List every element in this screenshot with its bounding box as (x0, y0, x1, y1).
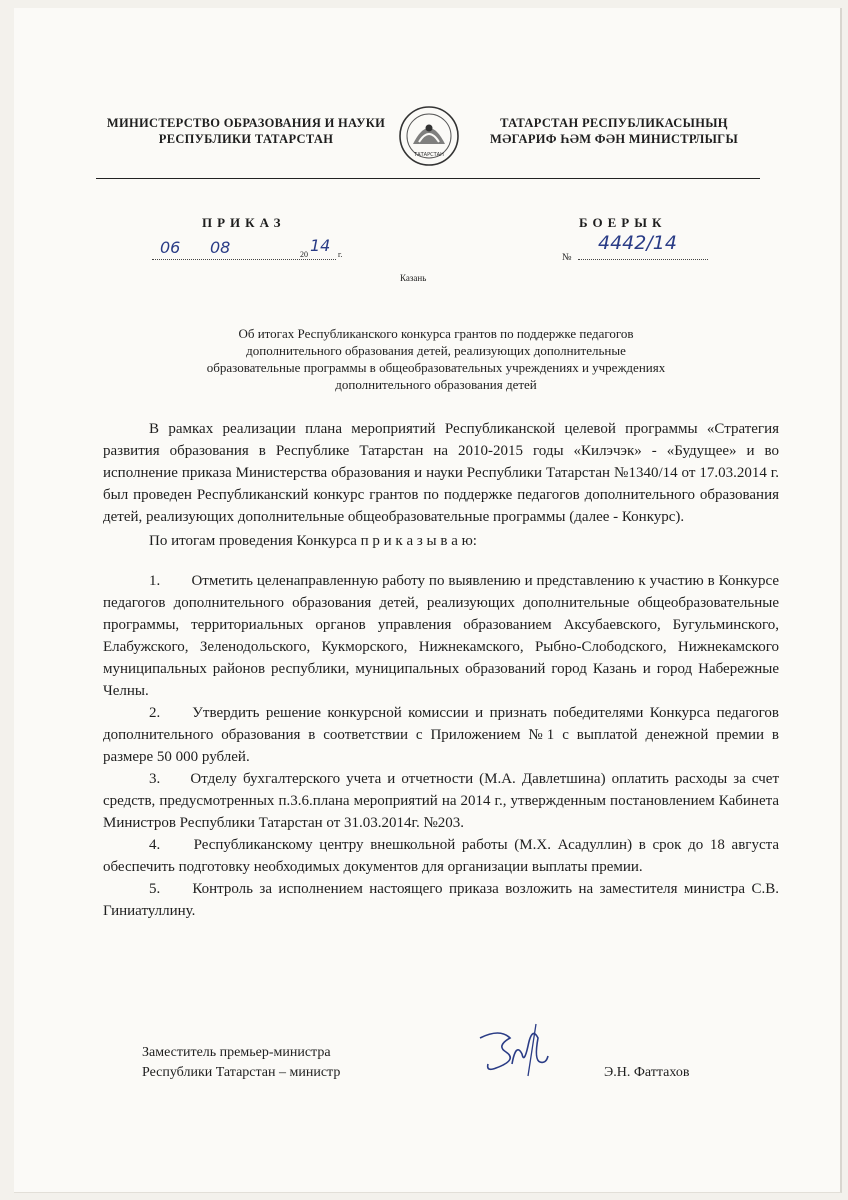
signature-icon (466, 1016, 556, 1086)
date-day: 06 (160, 238, 181, 257)
order-title-line3: образовательные программы в общеобразовательных учреждениях и учреждениях (206, 360, 666, 375)
order-phrase: По итогам проведения Конкурса п р и к а з ы в а ю: (149, 533, 477, 549)
order-item-5: 5. Контроль за исполнением настоящего приказа возложить на заместителя министра С.В. Гиниатуллину. (103, 881, 779, 919)
date-year-mark: г. (338, 250, 343, 259)
ministry-name-ru-line1: МИНИСТЕРСТВО ОБРАЗОВАНИЯ И НАУКИ (106, 116, 386, 130)
order-title-line4: дополнительного образования детей (335, 377, 537, 392)
order-word-ru: ПРИКАЗ (202, 215, 286, 230)
date-year-prefix: 20 (300, 250, 308, 259)
emblem-caption: ТАТАРСТАН (414, 152, 444, 158)
signatory-position (142, 1043, 340, 1083)
order-item-3: 3. Отделу бухгалтерского учета и отчетности (М.А. Давлетшина) оплатить расходы за счет средств, предусмотренных п.3.6.плана мероприятий на 2014 г., утвержденным постановлением Кабинета Министров Республики Татарстан от 31.03.2014г. №203. (103, 771, 779, 831)
ministry-name-ru (96, 115, 396, 147)
number-label: № (562, 252, 572, 263)
date-month: 08 (210, 238, 231, 257)
order-item-1: 1. Отметить целенаправленную работу по выявлению и представлению к участию в Конкурсе педагогов дополнительного образования детей, реализующих дополнительные общеобразовательные программы, территориальных органов управления образованием Аксубаевского, Бугульминского, Елабужского, Зеленодольского, Кукморского, Нижнекамского, Рыбно-Слободского, Нижнекамского муниципальных районов республики, муниципальных образований город Казань и город Набережные Челны. (103, 573, 779, 699)
header-divider (96, 178, 760, 179)
intro-paragraph: В рамках реализации плана мероприятий Республиканской целевой программы «Стратегия развития образования в Республике Татарстан на 2010-2015 годы «Килэчэк» - «Будущее» и во исполнение приказа Министерства образования и науки Республики Татарстан №1340/14 от 17.03.2014 г. был проведен Республиканский конкурс грантов по поддержке педагогов дополнительного образования детей, реализующих дополнительные общеобразовательные программы (далее - Конкурс). (103, 421, 779, 525)
handwritten-signature (466, 1016, 556, 1086)
number-value: 4442/14 (598, 232, 677, 254)
ministry-name-ru-line2: РЕСПУБЛИКИ ТАТАРСТАН (158, 132, 334, 146)
order-title-line2: дополнительного образования детей, реализующих дополнительные (246, 343, 626, 358)
date-underline (152, 259, 336, 260)
signatory-position-line2: Республики Татарстан – министр (142, 1065, 341, 1080)
order-body (103, 418, 779, 922)
order-word-tt: БОЕРЫК (579, 215, 667, 230)
signatory-position-line1: Заместитель премьер-министра (142, 1045, 331, 1060)
order-title-line1: Об итогах Республиканского конкурса грантов по поддержке педагогов (238, 326, 634, 341)
ministry-name-tt (466, 115, 762, 147)
date-year-suffix: 14 (310, 236, 331, 255)
order-item-4: 4. Республиканскому центру внешкольной работы (М.Х. Асадуллин) в срок до 18 августа обеспечить подготовку необходимых документов для организации выплаты премии. (103, 837, 779, 875)
emblem-icon (397, 104, 461, 168)
order-number (562, 232, 722, 264)
coat-of-arms-emblem (397, 104, 461, 168)
document-page (14, 8, 842, 1193)
signatory-name: Э.Н. Фаттахов (604, 1065, 690, 1080)
order-date (150, 238, 364, 264)
ministry-name-tt-line1: ТАТАРСТАН РЕСПУБЛИКАСЫНЫҢ (500, 116, 728, 130)
order-title (146, 325, 726, 393)
ministry-name-tt-line2: МӘГАРИФ ҺӘМ ФӘН МИНИСТРЛЫГЫ (489, 132, 739, 146)
order-item-2: 2. Утвердить решение конкурсной комиссии и признать победителями Конкурса педагогов дополнительного образования в соответствии с Приложением №1 с выплатой денежной премии в размере 50 000 рублей. (103, 705, 779, 765)
city-name: Казань (400, 273, 427, 283)
number-underline (578, 259, 708, 260)
